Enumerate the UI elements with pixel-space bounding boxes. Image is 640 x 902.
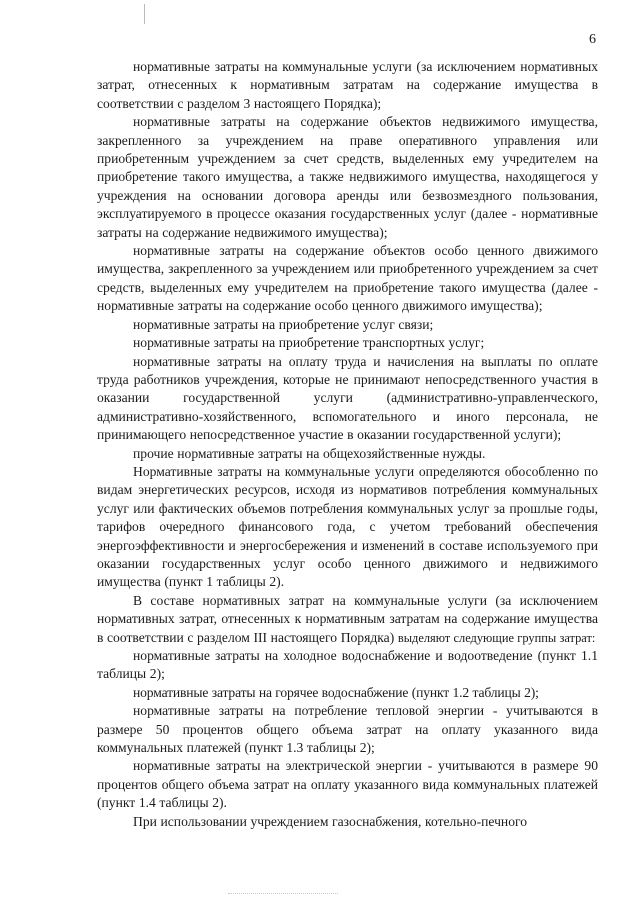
paragraph: нормативные затраты на приобретение транспортных услуг; (133, 335, 485, 351)
paragraph: нормативные затраты на горячее водоснабжение (пункт 1.2 таблицы 2); (133, 684, 539, 700)
paragraph: нормативные затраты на коммунальные услуги (за исключением нормативных затрат, отнесенных к нормативным затратам на содержание имущества в соответствии с разделом 3 настоящего Порядка); (97, 59, 598, 111)
paragraph: нормативные затраты на оплату труда и начисления на выплаты по оплате труда работников учреждения, которые не принимают непосредственного участия в оказании государственной услуги (административно-управленческого, административно-хозяйственного, вспомогательного и иного персонала, не принимающего непосредственное участие в оказании государственной услуги); (97, 353, 598, 443)
paragraph: Нормативные затраты на коммунальные услуги определяются обособленно по видам энергетических ресурсов, исходя из нормативов потребления коммунальных услуг или фактических объемов потребления коммунальных услуг за прошлые годы, тарифов очередного финансового года, с учетом требований обеспечения энергоэффективности и энергосбережения и изменений в составе используемого при оказании государственных услуг особо ценного движимого и недвижимого имущества (пункт 1 таблицы 2). (97, 463, 598, 590)
scan-artifact-dots (228, 893, 338, 895)
document-body (97, 58, 598, 831)
paragraph: прочие нормативные затраты на общехозяйственные нужды. (133, 445, 486, 461)
paragraph: нормативные затраты на холодное водоснабжение и водоотведение (пункт 1.1 таблицы 2); (97, 648, 598, 682)
paragraph-text-small: выделяют следующие группы затрат: (397, 630, 596, 645)
paragraph: При использовании учреждением газоснабжения, котельно-печного (133, 813, 528, 829)
paragraph: нормативные затраты на содержание объектов особо ценного движимого имущества, закрепленного за учреждением или приобретенного учреждением за счет средств, выделенных ему учредителем на приобретение такого имущества (далее - нормативные затраты на содержание особо ценного движимого имущества); (97, 243, 598, 314)
paragraph-text: В составе нормативных затрат на коммунальные услуги (за исключением нормативных затрат, отнесенных к нормативным затратам на содержание имущества в соответствии с разделом III настоящего Порядка) (97, 592, 598, 645)
paragraph: нормативные затраты на приобретение услуг связи; (133, 316, 434, 332)
scan-artifact-line (144, 4, 145, 24)
page-number: 6 (589, 32, 596, 47)
paragraph: нормативные затраты на содержание объектов недвижимого имущества, закрепленного за учреждением на праве оперативного управления или приобретенным учреждением за счет средств, выделенных ему учредителем на приобретение такого имущества, а также недвижимого имущества, находящегося у учреждения на основании договора аренды или безвозмездного пользования, эксплуатируемого в процессе оказания государственных услуг (далее - нормативные затраты на содержание недвижимого имущества); (97, 114, 598, 240)
paragraph: нормативные затраты на электрической энергии - учитываются в размере 90 процентов общего объема затрат на оплату указанного вида коммунальных платежей (пункт 1.4 таблицы 2). (97, 758, 598, 811)
paragraph (97, 592, 598, 647)
paragraph: нормативные затраты на потребление тепловой энергии - учитываются в размере 50 процентов общего объема затрат на оплату указанного вида коммунальных платежей (пункт 1.3 таблицы 2); (97, 703, 598, 756)
